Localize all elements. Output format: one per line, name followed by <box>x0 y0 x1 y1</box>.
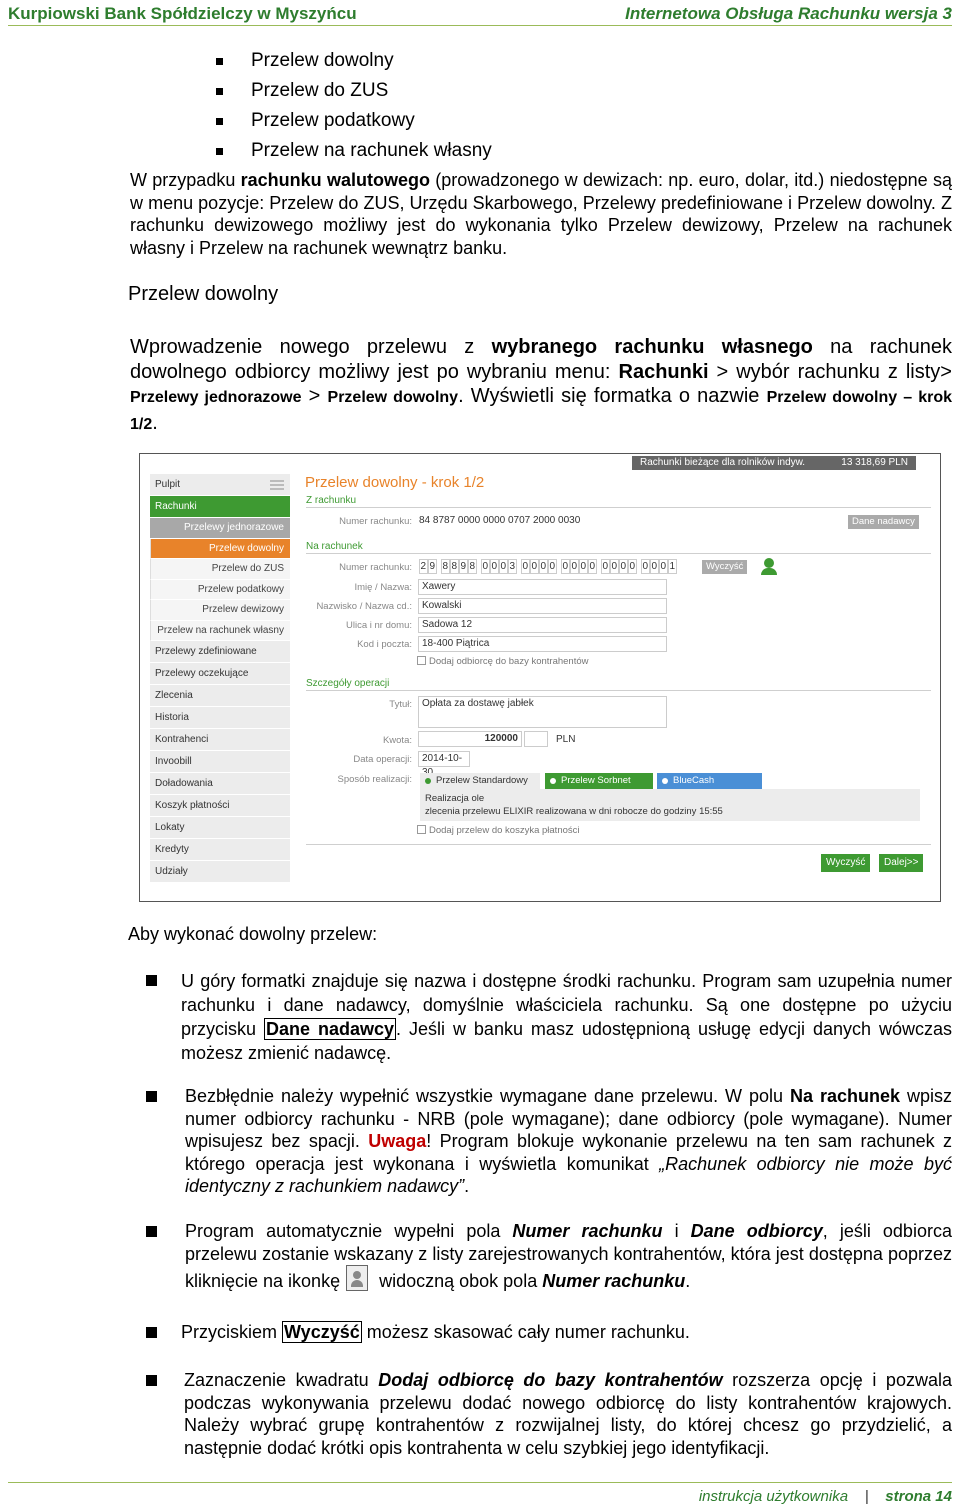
account-name: Rachunki bieżące dla rolników indyw. <box>640 457 806 468</box>
list-item: Przelew na rachunek własny <box>216 136 492 166</box>
amount-cents-input[interactable] <box>524 731 548 747</box>
account-bar[interactable] <box>632 456 916 470</box>
tab-standard[interactable]: Przelew Standardowy <box>420 773 540 789</box>
sidebar <box>150 474 290 883</box>
acct-no-label: Numer rachunku: <box>339 516 412 527</box>
sidebar-item[interactable]: Lokaty <box>150 817 290 839</box>
sidebar-item[interactable]: Historia <box>150 707 290 729</box>
add-contractor-checkbox[interactable]: Dodaj odbiorcę do bazy kontrahentów <box>417 656 589 667</box>
form-title: Przelew dowolny - krok 1/2 <box>305 474 485 491</box>
sidebar-item[interactable]: Koszyk płatności <box>150 795 290 817</box>
method-label: Sposób realizacji: <box>337 774 412 785</box>
amount-input[interactable]: 120000 <box>418 731 522 747</box>
clear-button[interactable]: Wyczyść <box>821 854 870 872</box>
sidebar-sub-item[interactable]: Przelew do ZUS <box>150 559 290 580</box>
sender-data-button[interactable]: Dane nadawcy <box>848 515 919 529</box>
op-details-label: Szczegóły operacji <box>306 678 390 689</box>
page-header <box>8 2 952 26</box>
street-input[interactable]: Sadowa 12 <box>418 617 667 633</box>
contractor-icon[interactable] <box>760 558 778 576</box>
sidebar-sub-item[interactable]: Przelew dewizowy <box>150 600 290 621</box>
sidebar-item-rachunki[interactable]: Rachunki <box>150 496 290 518</box>
bank-name: Kurpiowski Bank Spółdzielczy w Myszyńcu <box>8 3 357 23</box>
street-label: Ulica i nr domu: <box>346 620 412 631</box>
to-section-label: Na rachunek <box>306 541 363 552</box>
postal-input[interactable]: 18-400 Piątrica <box>418 636 667 652</box>
sidebar-item[interactable]: Kredyty <box>150 839 290 861</box>
steps-intro: Aby wykonać dowolny przelew: <box>128 924 378 944</box>
from-section-label: Z rachunku <box>306 495 357 506</box>
name-input[interactable]: Xawery <box>418 579 667 595</box>
page-number: strona 14 <box>885 1488 952 1505</box>
section-title: Przelew dowolny <box>128 283 279 305</box>
sidebar-item[interactable]: Zlecenia <box>150 685 290 707</box>
sidebar-sub-item[interactable]: Przelewy jednorazowe <box>150 518 290 539</box>
clear-recv-button[interactable]: Wyczyść <box>702 560 747 574</box>
sidebar-item[interactable]: Invoobill <box>150 751 290 773</box>
tab-sorbnet[interactable]: Przelew Sorbnet <box>545 773 653 789</box>
sidebar-item[interactable]: Doładowania <box>150 773 290 795</box>
page-footer: instrukcja użytkownika | strona 14 <box>8 1482 952 1507</box>
tab-bluecash[interactable]: BlueCash <box>657 773 762 789</box>
amount-label: Kwota: <box>382 735 412 746</box>
acct-no-value: 84 8787 0000 0000 0707 2000 0030 <box>419 515 581 526</box>
sidebar-item[interactable]: Kontrahenci <box>150 729 290 751</box>
list-item: Przelew podatkowy <box>216 106 492 136</box>
recv-no-input[interactable]: 2 9 8 8 9 8 0 0 0 3 0 0 0 0 0 0 0 0 0 0 0 0 0 0 0 1 <box>420 561 676 572</box>
sidebar-sub-item[interactable]: Przelew na rachunek własny <box>150 621 290 642</box>
sidebar-item-pulpit[interactable]: Pulpit <box>150 474 290 496</box>
recv-no-label: Numer rachunku: <box>339 562 412 573</box>
method-description: Realizacja ole zlecenia przelewu ELIXIR realizowana w dni robocze do godziny 15:55 <box>420 789 920 821</box>
list-item: Przelew do ZUS <box>216 76 492 106</box>
sidebar-item[interactable]: Przelewy oczekujące <box>150 663 290 685</box>
name-label: Imię / Nazwa: <box>354 582 412 593</box>
intro-paragraph: Wprowadzenie nowego przelewu z wybranego rachunku własnego na rachunek dowolnego odbiorcy możliwy jest po wybraniu menu: Rachunki > wybór rachunku z listy> Przelewy jednorazowe > Przelew dowolny. Wyświetli się formatka o nazwie Przelew dowolny – krok 1/2. <box>130 336 953 434</box>
top-list <box>216 46 492 166</box>
surname-label: Nazwisko / Nazwa cd.: <box>316 601 412 612</box>
sidebar-sub-item[interactable]: Przelew podatkowy <box>150 580 290 601</box>
title-input[interactable]: Opłata za dostawę jabłek <box>418 696 667 728</box>
account-balance: 13 318,69 PLN <box>841 457 908 468</box>
sidebar-item[interactable]: Udziały <box>150 861 290 883</box>
app-screenshot <box>139 453 941 902</box>
surname-input[interactable]: Kowalski <box>418 598 667 614</box>
next-button[interactable]: Dalej>> <box>879 854 923 872</box>
postal-label: Kod i poczta: <box>357 639 412 650</box>
currency-account-paragraph: W przypadku rachunku walutowego (prowadzonego w dewizach: np. euro, dolar, itd.) niedostępne są w menu pozycje: Przelew do ZUS, Urzędu Skarbowego, Przelewy predefiniowane i Przelew dowolny. Z rachunku dewizowego możliwy jest do wykonania tylko Przelew dewizowy, Przelew na rachunek własny i Przelew na rachunek wewnątrz banku. <box>130 170 952 258</box>
contractor-list-icon <box>346 1265 368 1291</box>
sidebar-sub-item-active[interactable]: Przelew dowolny <box>150 539 290 560</box>
date-input[interactable]: 2014-10- <box>418 751 470 767</box>
add-basket-checkbox[interactable]: Dodaj przelew do koszyka płatności <box>417 825 580 836</box>
menu-icon[interactable] <box>270 480 284 490</box>
date-label: Data operacji: <box>353 754 412 765</box>
title-label: Tytuł: <box>389 699 412 710</box>
sidebar-item[interactable]: Przelewy zdefiniowane <box>150 641 290 663</box>
currency: PLN <box>556 734 576 745</box>
doc-title: Internetowa Obsługa Rachunku wersja 3 <box>625 3 952 23</box>
list-item: Przelew dowolny <box>216 46 492 76</box>
